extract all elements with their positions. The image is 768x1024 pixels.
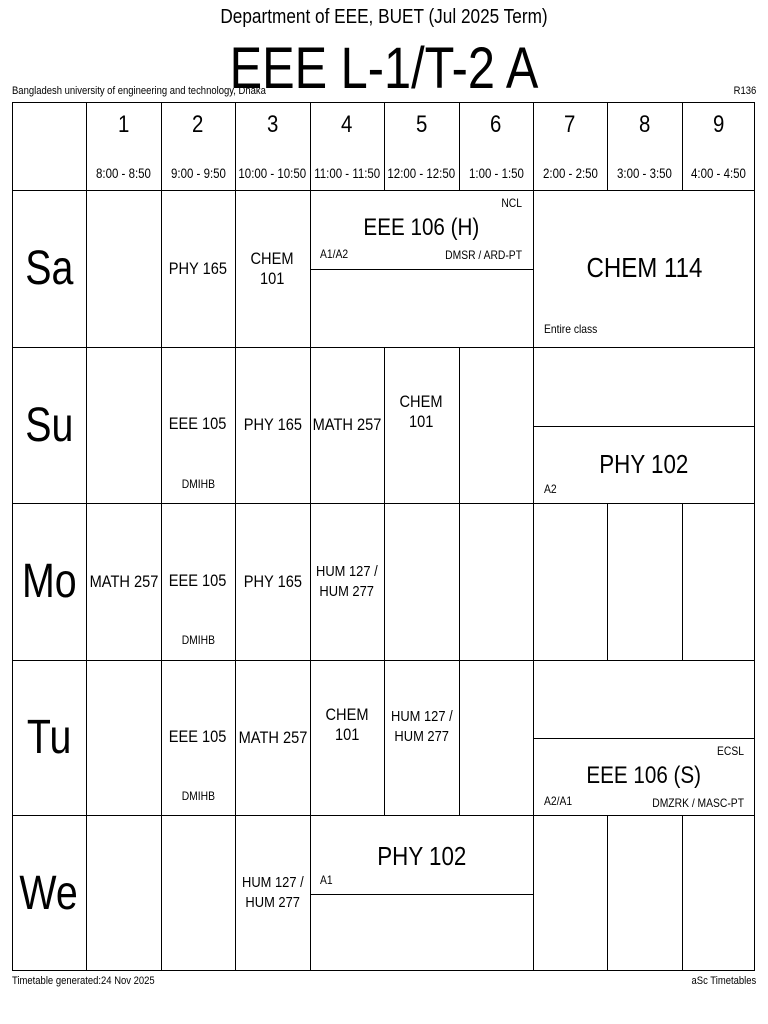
period-time: 4:00 - 4:50: [691, 165, 746, 181]
day-label-su: Su: [24, 398, 74, 452]
period-time: 12:00 - 12:50: [387, 165, 456, 181]
brand-label: aSc Timetables: [691, 975, 756, 987]
grid-line: [533, 426, 755, 427]
generated-date: Timetable generated:24 Nov 2025: [12, 975, 155, 987]
period-time: 2:00 - 2:50: [542, 165, 598, 181]
teacher-label: DMZRK / MASC-PT: [652, 796, 744, 810]
class-cell[interactable]: PHY 165: [243, 415, 302, 434]
teacher-label: DMSR / ARD-PT: [445, 248, 522, 262]
teacher-label: DMIHB: [181, 633, 215, 647]
day-label-tu: Tu: [26, 711, 72, 764]
class-cell[interactable]: PHY 165: [168, 258, 228, 278]
class-cell[interactable]: PHY 165: [243, 571, 302, 591]
period-number: 3: [266, 111, 279, 138]
timetable-title: EEE L-1/T-2 A: [229, 36, 539, 101]
lab-session-title[interactable]: EEE 106 (H): [363, 214, 480, 241]
class-cell[interactable]: CHEM 101: [250, 248, 295, 288]
teacher-label: DMIHB: [181, 477, 215, 491]
grid-line: [459, 347, 460, 815]
period-number: 6: [490, 111, 502, 138]
group-label: A1/A2: [320, 247, 349, 261]
grid-line: [533, 102, 534, 971]
period-time: 8:00 - 8:50: [96, 165, 151, 181]
period-time: 11:00 - 11:50: [314, 165, 380, 181]
day-label-we: We: [19, 866, 79, 920]
room-code: ECSL: [717, 744, 744, 758]
class-cell[interactable]: EEE 105: [169, 414, 227, 433]
class-cell[interactable]: MATH 257: [89, 571, 158, 591]
lab-session-title[interactable]: EEE 106 (S): [586, 762, 702, 789]
group-label: A2/A1: [544, 794, 573, 808]
period-number: 8: [638, 111, 651, 138]
period-number: 5: [415, 111, 428, 138]
grid-line: [607, 503, 608, 660]
class-cell[interactable]: EEE 105: [169, 571, 227, 590]
university-name: Bangladesh university of engineering and technology, Dhaka: [12, 85, 266, 97]
grid-line: [682, 503, 683, 660]
department-heading: Department of EEE, BUET (Jul 2025 Term): [220, 6, 548, 28]
period-time: 1:00 - 1:50: [468, 165, 524, 181]
grid-line: [310, 894, 533, 895]
period-number: 2: [192, 111, 204, 138]
class-cell[interactable]: MATH 257: [312, 415, 382, 434]
period-number: 9: [712, 111, 725, 138]
grid-line: [682, 815, 683, 971]
class-cell[interactable]: HUM 127 / HUM 277: [390, 707, 453, 745]
class-cell[interactable]: CHEM 114: [586, 252, 702, 283]
class-cell[interactable]: CHEM 101: [399, 392, 444, 431]
grid-line: [533, 738, 755, 739]
period-time: 10:00 - 10:50: [238, 165, 307, 181]
grid-line: [12, 190, 755, 191]
class-cell[interactable]: MATH 257: [238, 727, 307, 747]
group-label: A2: [544, 482, 557, 496]
period-time: 9:00 - 9:50: [170, 165, 226, 181]
teacher-label: DMIHB: [181, 789, 215, 803]
class-cell[interactable]: EEE 105: [169, 727, 227, 746]
note-label: Entire class: [544, 322, 598, 336]
period-number: 1: [117, 111, 130, 138]
class-cell[interactable]: PHY 102: [599, 448, 689, 479]
period-number: 4: [341, 111, 353, 138]
grid-line: [310, 269, 533, 270]
room-label: R136: [733, 85, 756, 97]
grid-line: [12, 815, 755, 816]
room-code: NCL: [501, 196, 522, 210]
lab-session-title[interactable]: PHY 102: [376, 840, 467, 871]
day-label-mo: Mo: [21, 555, 77, 608]
class-cell[interactable]: HUM 127 / HUM 277: [241, 874, 304, 911]
period-number: 7: [564, 111, 576, 138]
class-cell[interactable]: HUM 127 / HUM 277: [316, 562, 378, 600]
day-label-sa: Sa: [24, 242, 74, 295]
period-time: 3:00 - 3:50: [617, 165, 672, 181]
grid-line: [607, 815, 608, 971]
class-cell[interactable]: CHEM 101: [325, 704, 369, 744]
group-label: A1: [320, 873, 333, 887]
